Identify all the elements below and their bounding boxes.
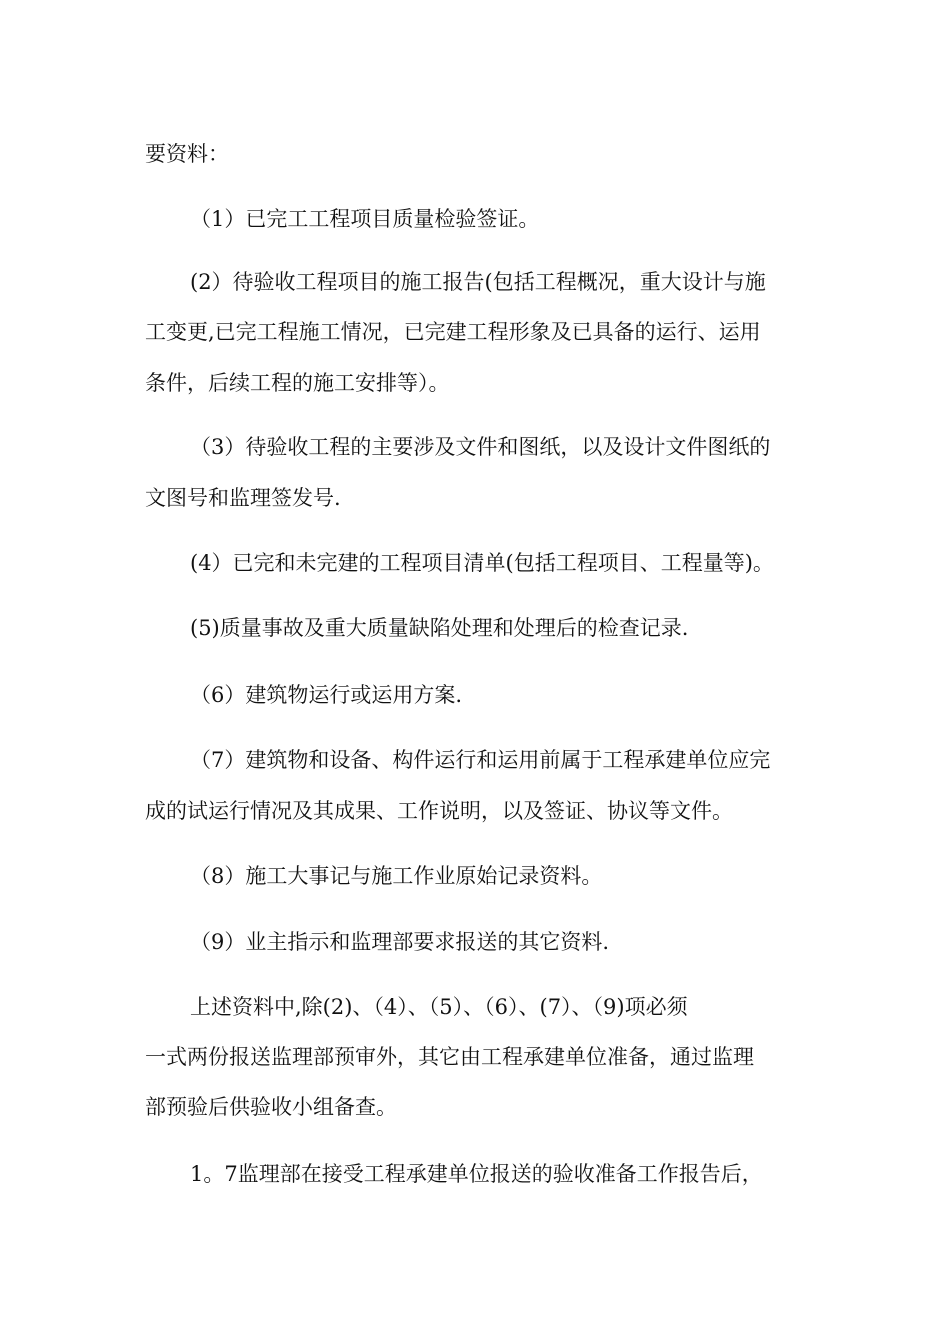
text-line: （1）已完工工程项目质量检验签证。 <box>190 207 540 231</box>
text-line: 1。7监理部在接受工程承建单位报送的验收准备工作报告后， <box>190 1162 763 1186</box>
text-line: （3）待验收工程的主要涉及文件和图纸，以及设计文件图纸的 <box>190 435 771 459</box>
text-line: 文图号和监理签发号. <box>145 486 341 510</box>
text-line: （8）施工大事记与施工作业原始记录资料。 <box>190 864 603 888</box>
text-line: (4）已完和未完建的工程项目清单(包括工程项目、工程量等)。 <box>190 551 774 575</box>
text-line: 上述资料中,除(2)、（4）、（5）、（6）、(7）、（9)项必须 <box>190 995 688 1019</box>
text-line: (5)质量事故及重大质量缺陷处理和处理后的检查记录. <box>190 616 689 640</box>
text-line: 成的试运行情况及其成果、工作说明，以及签证、协议等文件。 <box>145 799 733 823</box>
text-line: 要资料： <box>145 142 229 166</box>
text-line: 一式两份报送监理部预审外，其它由工程承建单位准备，通过监理 <box>145 1045 754 1069</box>
text-line: (2）待验收工程项目的施工报告(包括工程概况，重大设计与施 <box>190 270 766 294</box>
text-line: 工变更,已完工程施工情况，已完建工程形象及已具备的运行、运用 <box>145 320 761 344</box>
text-line: （7）建筑物和设备、构件运行和运用前属于工程承建单位应完 <box>190 748 771 772</box>
text-line: （6）建筑物运行或运用方案. <box>190 683 463 707</box>
text-line: （9）业主指示和监理部要求报送的其它资料. <box>190 930 610 954</box>
text-line: 部预验后供验收小组备查。 <box>145 1095 397 1119</box>
text-line: 条件，后续工程的施工安排等）。 <box>145 371 450 395</box>
